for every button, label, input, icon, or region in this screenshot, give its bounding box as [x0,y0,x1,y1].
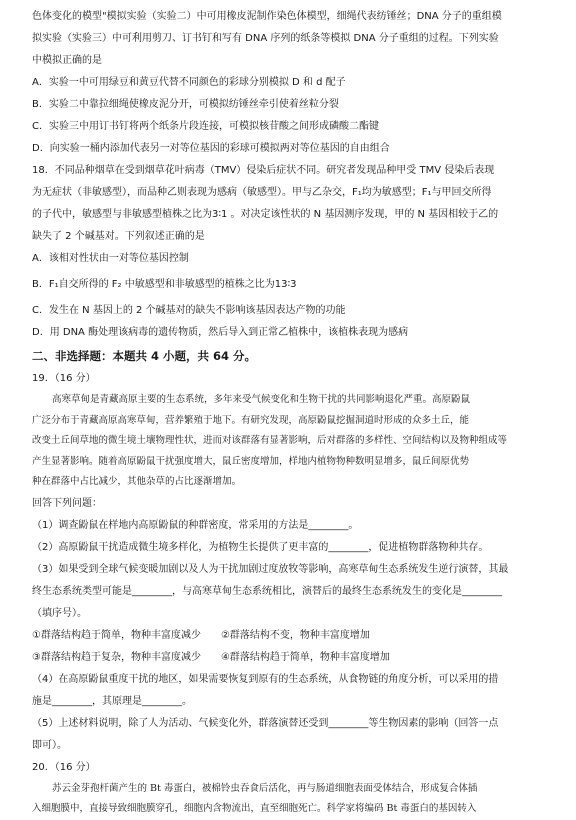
text-line: 中模拟正确的是 [32,55,102,66]
text-line: 回答下列问题： [32,497,102,509]
question-20-heading: 20．（16 分） [32,761,96,773]
text-line: 拟实验（实验三）中可利用剪刀、订书钉和写有 DNA 序列的纸条等模拟 DNA 分子重组的过程。下列实验 [32,33,499,44]
option-a: A．实验一中可用绿豆和黄豆代替不同颜色的彩球分别模拟 D 和 d 配子 [32,77,346,88]
question-19-heading: 19．（16 分） [32,373,96,384]
passage-line: 产生显著影响。随着高原鼢鼠干扰强度增大，鼠丘密度增加，样地内植物物种数明显增多，鼠丘间原优势 [32,455,470,467]
choice-line: ①群落结构趋于简单，物种丰富度减少 ②群落结构不变，物种丰富度增加 [32,629,370,641]
text-line: 即可）。 [32,739,67,751]
text-line: 施是________，其原理是________。 [32,695,192,707]
option-b: B．F₁自交所得的 F₂ 中敏感型和非敏感型的植株之比为13∶3 [32,279,297,290]
question-18-stem: 18．不同品种烟草在受到烟草花叶病毒（TMV）侵染后症状不同。研究者发现品种甲受 TMV 侵染后表现 [32,165,495,176]
text-line: 缺失了 2 个碱基对。下列叙述正确的是 [32,231,205,242]
passage-line: 苏云金芽孢杆菌产生的 Bt 毒蛋白，被棉铃虫吞食后活化，再与肠道细胞表面受体结合，形成复合体插 [52,782,478,794]
text-line: 的子代中，敏感型与非敏感型植株之比为3∶1 。对决定该性状的 N 基因测序发现，甲的 N 基因相较于乙的 [32,209,499,220]
option-c: C．发生在 N 基因上的 2 个碱基对的缺失不影响该基因表达产物的功能 [32,305,346,316]
passage-line: 改变土丘间草地的微生境土壤物理性状，进而对该群落有显著影响，后对群落的多样性、空间结构以及物种组成等 [32,435,508,446]
sub-question-5: （5）上述材料说明，除了人为活动、气候变化外，群落演替还受到________等生物因素的影响（回答一点 [32,717,499,729]
sub-question-4: （4）在高原鼢鼠重度干扰的地区，如果需要恢复到原有的生态系统，从食物链的角度分析，可以采用的措 [32,673,499,685]
text-line: （填序号）。 [32,607,87,619]
choice-line: ③群落结构趋于复杂，物种丰富度减少 ④群落结构趋于简单，物种丰富度增加 [32,651,390,663]
option-d: D．向实验一桶内添加代表另一对等位基因的彩球可模拟两对等位基因的自由组合 [32,143,390,154]
passage-line: 种在群落中占比减少，其他杂草的占比逐渐增加。 [32,476,242,487]
passage-line: 入细胞膜中，直接导致细胞膜穿孔，细胞内含物流出，直至细胞死亡。科学家将编码 Bt 毒蛋白的基因转入 [32,803,477,814]
text-line: 终生态系统类型可能是________，与高寒草甸生态系统相比，演替后的最终生态系统发生的变化是________ [32,585,502,597]
section-heading: 二、非选择题：本题共 4 小题，共 64 分。 [32,349,257,363]
option-d: D．用 DNA 酶处理该病毒的遗传物质，然后导入到正常乙植株中，该植株表现为感病 [32,327,409,338]
option-b: B．实验二中靠拉细绳使橡皮泥分开，可模拟纺锤丝牵引使着丝粒分裂 [32,99,339,110]
passage-line: 广泛分布于青藏高原高寒草甸，营养繁殖于地下。有研究发现，高原鼢鼠挖掘洞道时形成的众多土丘，能 [32,414,470,426]
passage-line: 高寒草甸是青藏高原主要的生态系统，多年来受气候变化和生物干扰的共同影响退化严重。高原鼢鼠 [52,394,471,405]
option-a: A．该相对性状由一对等位基因控制 [32,253,189,264]
sub-question-3: （3）如果受到全球气候变暖加剧以及人为干扰加剧过度放牧等影响，高寒草甸生态系统发生逆行演替，其最 [32,563,509,575]
option-c: C．实验三中用订书钉将两个纸条片段连接，可模拟核苷酸之间形成磷酸二酯键 [32,121,379,132]
sub-question-2: （2）高原鼢鼠干扰造成微生境多样化，为植物生长提供了更丰富的________，促进植物群落物种共存。 [32,541,489,553]
text-line: 为无症状（非敏感型），而品种乙则表现为感病（敏感型）。甲与乙杂交，F₁均为敏感型；F₁与甲回交所得 [32,187,492,198]
sub-question-1: （1）调查鼢鼠在样地内高原鼢鼠的种群密度，常采用的方法是________。 [32,519,359,531]
text-line: 色体变化的模型"模拟实验（实验二）中可用橡皮泥制作染色体模型，细绳代表纺锤丝；DNA 分子的重组模 [32,11,502,22]
